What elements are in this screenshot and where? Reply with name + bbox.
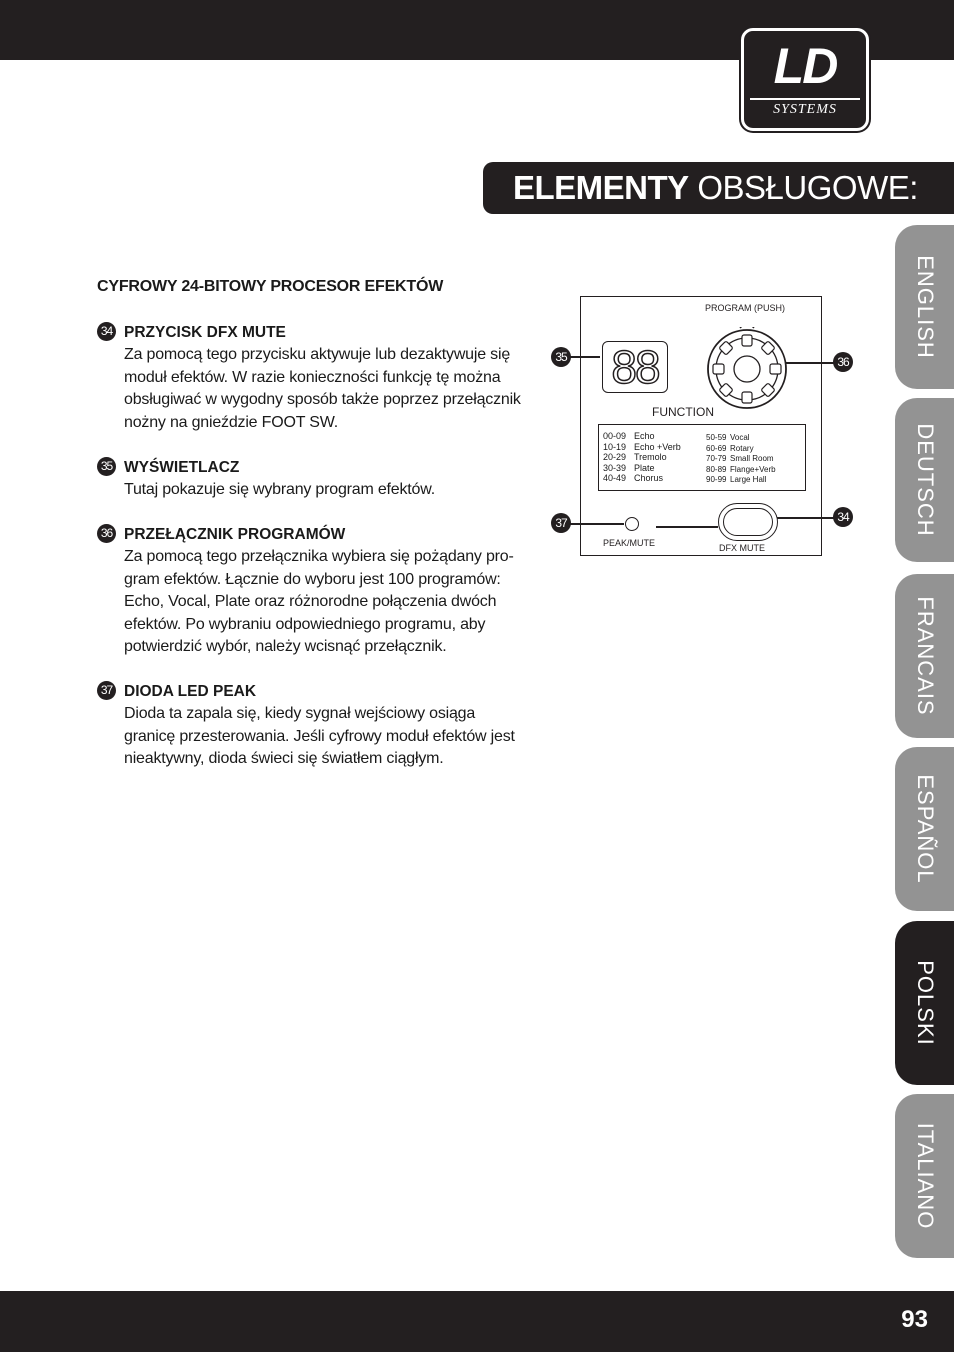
ld-systems-logo	[741, 28, 869, 131]
item-title: WYŚWIETLACZ	[124, 459, 240, 476]
item-body-line: obsługiwać w wygodny sposób także poprzez przełącznik	[124, 391, 521, 408]
item-body	[124, 546, 517, 659]
item-body	[124, 479, 517, 502]
function-list-left	[603, 431, 681, 484]
function-name: Small Room	[730, 454, 774, 463]
peak-led-icon	[625, 517, 639, 531]
callout-button: 34	[833, 507, 853, 527]
page-number: 93	[901, 1306, 928, 1333]
function-code: 60-69	[706, 443, 727, 453]
tab-english[interactable]	[895, 225, 954, 389]
function-code: 50-59	[706, 433, 727, 442]
item-display	[97, 457, 517, 502]
item-number-badge: 34	[97, 322, 116, 341]
item-title: DIODA LED PEAK	[124, 683, 257, 700]
function-code: 10-19	[603, 441, 627, 452]
callout-line-led	[570, 523, 624, 525]
function-code: 90-99	[706, 475, 727, 484]
tab-label: ITALIANO	[912, 1122, 938, 1230]
function-row	[603, 431, 681, 442]
function-name: Echo	[634, 431, 655, 441]
item-body-line: Dioda ta zapala się, kiedy sygnał wejściowy osiąga	[124, 705, 476, 722]
function-name: Echo +Verb	[634, 441, 681, 452]
item-body	[124, 703, 517, 771]
callout-display: 35	[551, 347, 571, 367]
tab-label: DEUTSCH	[912, 423, 938, 537]
seven-segment-display	[602, 341, 668, 393]
callout-line-switch	[786, 362, 834, 364]
function-code: 70-79	[706, 454, 727, 463]
bottom-bar	[0, 1291, 954, 1352]
function-code: 30-39	[603, 462, 627, 473]
callout-switch: 36	[833, 352, 853, 372]
item-body-line: gram efektów. Łącznie do wyboru jest 100 programów:	[124, 570, 501, 588]
section-heading: CYFROWY 24-BITOWY PROCESOR EFEKTÓW	[97, 278, 444, 295]
function-name: Rotary	[730, 443, 754, 453]
function-code: 40-49	[603, 473, 627, 483]
callout-led: 37	[551, 513, 571, 533]
item-body-line: potwierdzić wybór, należy wcisnąć przełącznik.	[124, 638, 447, 655]
logo-sub-text: SYSTEMS	[750, 98, 860, 118]
tab-espanol[interactable]	[895, 747, 954, 911]
tab-francais[interactable]	[895, 574, 954, 738]
item-body-line: efektów. Po wybraniu odpowiedniego programu, aby	[124, 615, 486, 633]
page-title	[513, 170, 918, 206]
item-body-line: Echo, Vocal, Plate oraz różnorodne połączenia dwóch	[124, 593, 497, 610]
function-row	[603, 473, 681, 484]
function-row	[603, 463, 681, 474]
dfx-mute-button-inner	[723, 508, 773, 536]
callout-line-display	[570, 356, 600, 358]
page-title-light: OBSŁUGOWE:	[697, 169, 918, 206]
function-row	[603, 442, 681, 453]
item-body	[124, 344, 521, 434]
item-body-line: Za pomocą tego przycisku aktywuje lub dezaktywuje się	[124, 346, 511, 363]
callout-line-led-right	[656, 526, 718, 528]
function-code: 80-89	[706, 464, 727, 474]
function-code: 00-09	[603, 431, 627, 441]
function-name: Flange+Verb	[730, 464, 776, 474]
item-body-line: moduł efektów. W razie konieczności funkcję tę można	[124, 368, 501, 386]
item-title: PRZEŁĄCZNIK PROGRAMÓW	[124, 526, 346, 543]
function-code: 20-29	[603, 452, 627, 462]
callout-line-button	[777, 517, 834, 519]
dfx-mute-label: DFX MUTE	[719, 543, 765, 553]
function-row	[706, 465, 776, 476]
page-title-bold: ELEMENTY	[513, 169, 689, 206]
function-list-right	[706, 433, 776, 486]
function-table	[598, 424, 806, 491]
function-name: Chorus	[634, 473, 664, 483]
tab-label: POLSKI	[912, 960, 938, 1046]
function-row	[706, 454, 776, 465]
function-name: Vocal	[730, 433, 750, 442]
function-name: Plate	[634, 462, 655, 473]
tab-label: ENGLISH	[912, 255, 938, 359]
item-body-line: granicę przesterowania. Jeśli cyfrowy moduł efektów jest	[124, 727, 515, 745]
function-label: FUNCTION	[652, 405, 714, 419]
item-body-line: nożny na gnieździe FOOT SW.	[124, 413, 338, 431]
page-title-bar	[483, 162, 954, 214]
function-row	[706, 433, 776, 444]
peak-mute-label: PEAK/MUTE	[603, 538, 656, 548]
item-body-line: Za pomocą tego przełącznika wybiera się pożądany pro-	[124, 548, 514, 565]
item-body-line: Tutaj pokazuje się wybrany program efektów.	[124, 481, 435, 498]
logo-main-text: LD	[773, 38, 837, 94]
tab-deutsch[interactable]	[895, 398, 954, 562]
program-push-label: PROGRAM (PUSH)	[705, 303, 786, 313]
function-row	[706, 444, 776, 455]
tab-label: ESPAÑOL	[912, 774, 938, 884]
function-name: Large Hall	[730, 475, 767, 484]
item-title: PRZYCISK DFX MUTE	[124, 324, 286, 341]
display-digits: 88	[611, 341, 659, 393]
item-dfx-mute	[97, 322, 521, 434]
item-body-line: nieaktywny, dioda świeci się światłem ciągłym.	[124, 750, 444, 767]
dfx-mute-button-icon	[718, 503, 778, 541]
item-number-badge: 36	[97, 524, 116, 543]
tab-italiano[interactable]	[895, 1094, 954, 1258]
item-number-badge: 35	[97, 457, 116, 476]
item-number-badge: 37	[97, 681, 116, 700]
tab-label: FRANCAIS	[912, 596, 938, 716]
function-name: Tremolo	[634, 452, 667, 462]
tab-polski[interactable]	[895, 921, 954, 1085]
function-row	[706, 475, 776, 486]
item-program-switch	[97, 524, 517, 659]
item-peak-led	[97, 681, 517, 771]
function-row	[603, 452, 681, 463]
program-knob-icon	[705, 327, 789, 411]
